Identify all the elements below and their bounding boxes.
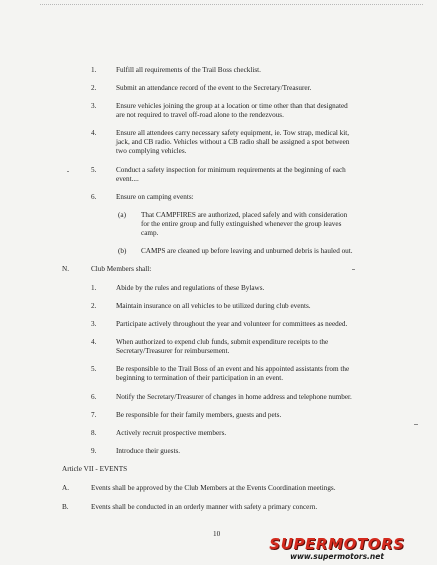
article-item-a-letter: A. xyxy=(62,484,69,492)
section-n-item-8-number: 8. xyxy=(91,429,97,437)
section-n-item-8-text: Actively recruit prospective members. xyxy=(116,429,227,437)
list1-item-6-text: Ensure on camping events: xyxy=(116,193,194,201)
section-n-item-6-number: 6. xyxy=(91,393,97,401)
section-n-item-2-number: 2. xyxy=(91,302,97,310)
subitem-b-letter: (b) xyxy=(118,247,127,255)
section-n-item-7-text: Be responsible for their family members, guests and pets. xyxy=(116,411,282,419)
list1-item-4-line-1: Ensure all attendees carry necessary safety equipment, ie. Tow strap, medical kit, xyxy=(116,129,350,137)
article-title: Article VII - EVENTS xyxy=(62,465,128,473)
list1-item-5-line-2: event.... xyxy=(116,175,139,183)
section-n-item-7-number: 7. xyxy=(91,411,97,419)
list1-item-5-number: 5. xyxy=(91,166,97,174)
list1-item-4-line-2: jack, and CB radio. Vehicles without a CB radio shall be assigned a spot between xyxy=(116,138,350,146)
section-n-item-2-text: Maintain insurance on all vehicles to be utilized during club events. xyxy=(116,302,311,310)
subitem-a-line-2: for the entire group and fully extinguished whenever the group leaves xyxy=(141,220,342,228)
supermotors-watermark xyxy=(258,535,416,561)
subitem-b-text: CAMPS are cleaned up before leaving and unburned debris is hauled out. xyxy=(141,247,353,255)
section-n-item-4-number: 4. xyxy=(91,338,97,346)
section-n-item-9-text: Introduce their guests. xyxy=(116,447,181,455)
list1-item-5-line-1: Conduct a safety inspection for minimum requirements at the beginning of each xyxy=(116,166,346,174)
list1-item-3-line-1: Ensure vehicles joining the group at a location or time other than that designated xyxy=(116,102,348,110)
section-n-item-5-line-1: Be responsible to the Trail Boss of an event and his appointed assistants from the xyxy=(116,365,350,373)
list1-item-2-number: 2. xyxy=(91,84,97,92)
list1-item-4-number: 4. xyxy=(91,129,97,137)
section-n-letter: N. xyxy=(62,265,69,273)
list1-item-3-number: 3. xyxy=(91,102,97,110)
article-item-b-text: Events shall be conducted in an orderly manner with safety a primary concern. xyxy=(91,503,318,511)
list1-item-6-number: 6. xyxy=(91,193,97,201)
section-n-item-1-number: 1. xyxy=(91,284,97,292)
list1-item-4-line-3: two complying vehicles. xyxy=(116,147,187,155)
article-item-b-letter: B. xyxy=(62,503,69,511)
section-n-item-3-text: Participate actively throughout the year and volunteer for committees as needed. xyxy=(116,320,348,328)
subitem-a-letter: (a) xyxy=(118,211,126,219)
section-n-item-4-line-1: When authorized to expend club funds, submit expenditure receipts to the xyxy=(116,338,329,346)
page-number: 10 xyxy=(213,530,221,538)
subitem-a-line-1: That CAMPFIRES are authorized, placed safely and with consideration xyxy=(141,211,348,219)
section-n-item-9-number: 9. xyxy=(91,447,97,455)
scan-speck xyxy=(67,171,69,172)
section-n-item-5-line-2: beginning to termination of their participation in an event. xyxy=(116,374,284,382)
article-item-a-text: Events shall be approved by the Club Members at the Events Coordination meetings. xyxy=(91,484,336,492)
scan-speck xyxy=(352,269,355,270)
section-n-heading: Club Members shall: xyxy=(91,265,152,273)
list1-item-1-text: Fulfill all requirements of the Trail Boss checklist. xyxy=(116,66,261,74)
section-n-item-6-text: Notify the Secretary/Treasurer of changes in home address and telephone number. xyxy=(116,393,352,401)
subitem-a-line-3: camp. xyxy=(141,229,159,237)
section-n-item-3-number: 3. xyxy=(91,320,97,328)
list1-item-1-number: 1. xyxy=(91,66,97,74)
list1-item-2-text: Submit an attendance record of the event to the Secretary/Treasurer. xyxy=(116,84,312,92)
watermark-brand: SUPERMOTORS xyxy=(269,535,405,553)
section-n-item-5-number: 5. xyxy=(91,365,97,373)
list1-item-3-line-2: are not required to travel off-road alone to the rendezvous. xyxy=(116,111,284,119)
section-n-item-4-line-2: Secretary/Treasurer for reimbursement. xyxy=(116,347,230,355)
scan-edge-line xyxy=(40,4,423,6)
watermark-url: www.supermotors.net xyxy=(290,552,384,561)
section-n-item-1-text: Abide by the rules and regulations of these Bylaws. xyxy=(116,284,265,292)
scan-speck xyxy=(414,424,418,425)
